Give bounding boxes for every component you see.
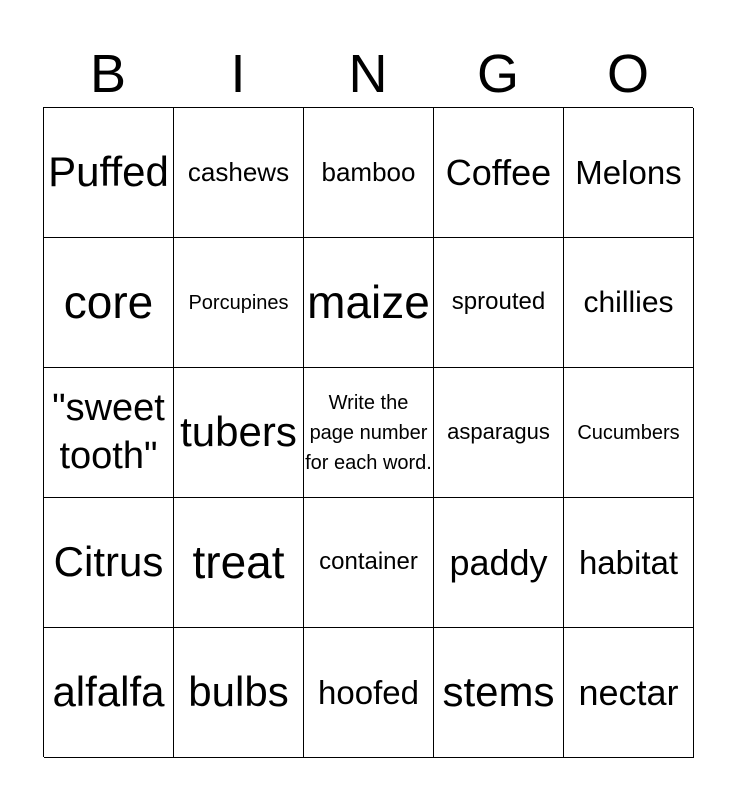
- bingo-cell: Cucumbers: [564, 368, 694, 498]
- bingo-cell: tubers: [174, 368, 304, 498]
- bingo-cell: cashews: [174, 108, 304, 238]
- bingo-cell: "sweet tooth": [44, 368, 174, 498]
- bingo-cell: sprouted: [434, 238, 564, 368]
- bingo-cell: nectar: [564, 628, 694, 758]
- bingo-header: [43, 40, 693, 108]
- bingo-cell: Coffee: [434, 108, 564, 238]
- bingo-cell: bulbs: [174, 628, 304, 758]
- bingo-cell: chillies: [564, 238, 694, 368]
- header-letter-b: B: [89, 44, 127, 104]
- bingo-grid: [43, 107, 693, 757]
- bingo-cell: alfalfa: [44, 628, 174, 758]
- bingo-cell: Melons: [564, 108, 694, 238]
- bingo-cell: stems: [434, 628, 564, 758]
- free-space-instructions: Write the page number for each word.: [304, 368, 434, 498]
- header-letter-o: O: [606, 44, 649, 104]
- bingo-cell: container: [304, 498, 434, 628]
- bingo-cell: Porcupines: [174, 238, 304, 368]
- bingo-cell: hoofed: [304, 628, 434, 758]
- bingo-cell: paddy: [434, 498, 564, 628]
- header-letter-n: N: [348, 44, 388, 104]
- bingo-cell: Citrus: [44, 498, 174, 628]
- header-letter-g: G: [476, 44, 519, 104]
- bingo-cell: Puffed: [44, 108, 174, 238]
- bingo-cell: maize: [304, 238, 434, 368]
- bingo-cell: asparagus: [434, 368, 564, 498]
- bingo-cell: treat: [174, 498, 304, 628]
- bingo-cell: bamboo: [304, 108, 434, 238]
- bingo-cell: habitat: [564, 498, 694, 628]
- header-letter-i: I: [230, 44, 246, 104]
- bingo-cell: core: [44, 238, 174, 368]
